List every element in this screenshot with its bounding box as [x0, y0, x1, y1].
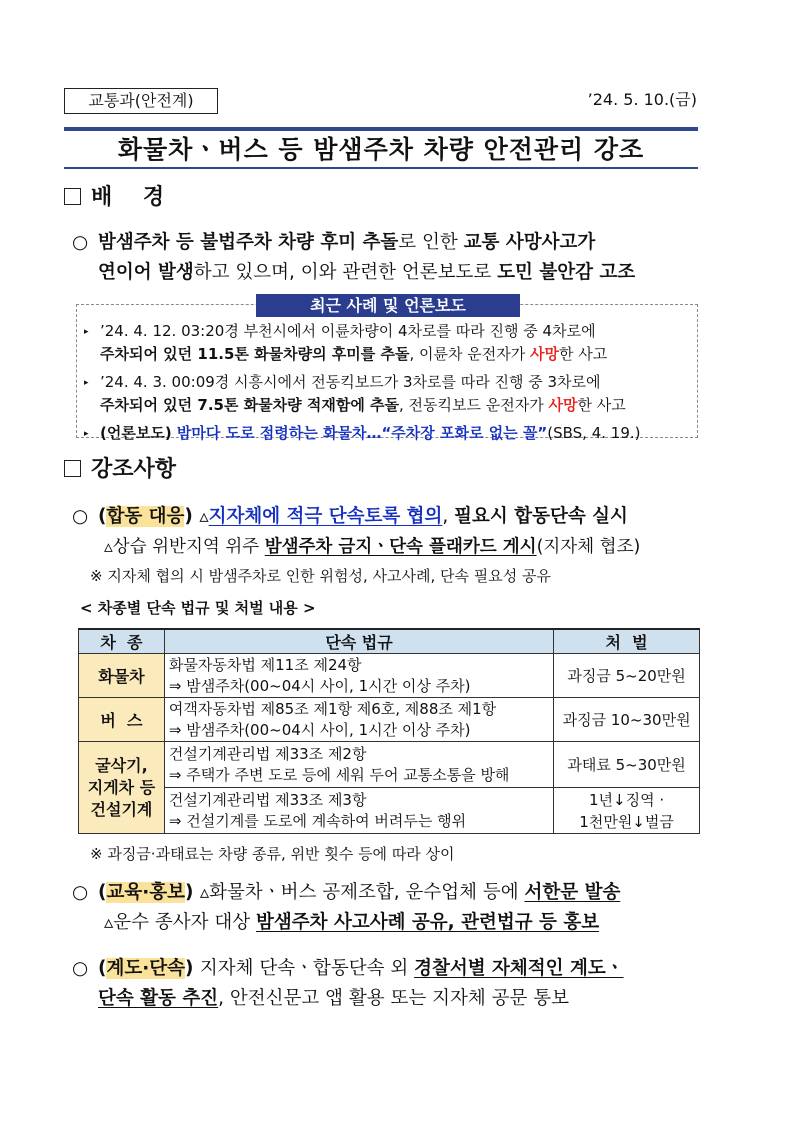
text-segment: , 전동킥보드 운전자가 — [399, 396, 549, 414]
emphasis-item1-note: ※ 지자체 협의 시 밤샘주차로 인한 위험성, 사고사례, 단속 필요성 공유 — [90, 567, 552, 585]
background-paragraph-line1 — [72, 228, 595, 258]
regulation-table — [78, 628, 700, 834]
text-segment: ( — [98, 506, 107, 527]
table-cell-penalty: 1년↓징역 · 1천만원↓벌금 — [554, 788, 700, 834]
triangle-bullet-icon: ▸ — [84, 378, 89, 388]
text-segment: 하고 있으며, 이와 관련한 언론보도로 — [193, 262, 498, 283]
table-cell-penalty: 과징금 10~30만원 — [554, 698, 700, 742]
bullet-circle-icon: ○ — [72, 958, 89, 979]
news-item-2-line2 — [84, 394, 641, 416]
text-segment: 교통 사망사고가 — [463, 232, 596, 253]
table-row — [79, 654, 700, 698]
table-cell-law: 여객자동차법 제85조 제1항 제6호, 제88조 제1항 ⇒ 밤샘주차(00~04시 사이, 1시간 이상 주차) — [164, 698, 553, 742]
triangle-bullet-icon: ▸ — [84, 327, 89, 337]
checkbox-square-icon — [64, 188, 81, 205]
text-segment: ) — [184, 506, 200, 527]
text-segment: 로 인한 — [398, 232, 464, 253]
table-title: < 차종별 단속 법규 및 처벌 내용 > — [80, 599, 316, 617]
text-segment: (SBS, 4. 19.) — [547, 424, 641, 442]
text-segment: (지자체 협조) — [536, 537, 641, 557]
text-segment: 밤샘주차 금지ㆍ단속 플래카드 게시 — [264, 537, 537, 557]
text-segment: 필요시 합동단속 실시 — [454, 506, 628, 527]
emphasis-item1-line1 — [72, 502, 628, 532]
text-segment: 연이어 발생 — [98, 262, 194, 283]
table-cell-category: 굴삭기, 지게차 등 건설기계 — [79, 742, 165, 834]
text-segment: 지자체에 적극 단속토록 협의 — [208, 506, 443, 527]
title-rule-bottom — [64, 167, 698, 169]
news-list — [84, 320, 641, 445]
text-segment: 주차되어 있던 11.5톤 화물차량의 후미를 추돌 — [100, 345, 410, 363]
table-header-row — [79, 629, 700, 654]
text-segment: 밤마다 도로 점령하는 화물차…“주차장 포화로 없는 꼴” — [176, 424, 548, 442]
text-segment: 교육·홍보 — [106, 882, 185, 903]
table-header-category: 차 종 — [79, 629, 165, 654]
table-header-penalty: 처 벌 — [554, 629, 700, 654]
table-cell-category: 화물차 — [79, 654, 165, 698]
text-segment: ▵상습 위반지역 위주 — [104, 537, 265, 557]
text-segment: ▵화물차ㆍ버스 공제조합, 운수업체 등에 — [199, 882, 525, 903]
department-label: 교통과(안전계) — [64, 88, 218, 114]
text-segment: , 안전신문고 앱 활용 또는 지자체 공문 통보 — [218, 988, 569, 1009]
text-segment: 합동 대응 — [106, 506, 185, 527]
news-box-title: 최근 사례 및 언론보도 — [256, 294, 520, 317]
text-segment: 밤샘주차 사고사례 공유, 관련법규 등 홍보 — [256, 912, 600, 933]
text-segment: , 이륜차 운전자가 — [409, 345, 530, 363]
emphasis-item3-line2 — [98, 984, 569, 1014]
text-segment: 한 사고 — [577, 396, 626, 414]
page-title: 화물차ㆍ버스 등 밤샘주차 차량 안전관리 강조 — [117, 135, 645, 164]
emphasis-item2-line1 — [72, 878, 620, 908]
text-segment: (언론보도) — [100, 424, 177, 442]
bullet-circle-icon: ○ — [72, 882, 89, 903]
table-header-law: 단속 법규 — [164, 629, 553, 654]
table-row — [79, 788, 700, 834]
title-rule-top — [64, 127, 698, 131]
table-cell-category: 버 스 — [79, 698, 165, 742]
text-segment: ) — [184, 958, 200, 979]
emphasis-item1-line2 — [104, 532, 640, 562]
bullet-circle-icon: ○ — [72, 506, 89, 527]
text-segment: ’24. 4. 12. 03:20경 부천시에서 이륜차량이 4차로를 따라 진행 중 4차로에 — [100, 322, 596, 340]
section-emphasis-heading: 강조사항 — [64, 456, 176, 484]
text-segment: , — [442, 506, 455, 527]
text-segment: ’24. 4. 3. 00:09경 시흥시에서 전동킥보드가 3차로를 따라 진행 중 3차로에 — [100, 373, 601, 391]
text-segment: 밤샘주차 등 불법주차 차량 후미 추돌 — [98, 232, 399, 253]
text-segment: ) — [184, 882, 200, 903]
text-segment: ▵운수 종사자 대상 — [104, 912, 257, 933]
table-cell-penalty: 과징금 5~20만원 — [554, 654, 700, 698]
bullet-circle-icon: ○ — [72, 232, 89, 253]
text-segment: 경찰서별 자체적인 계도ㆍ — [414, 958, 624, 979]
table-note: ※ 과징금·과태료는 차량 종류, 위반 횟수 등에 따라 상이 — [90, 845, 455, 863]
text-segment: ( — [98, 958, 107, 979]
text-segment: 지자체 단속ㆍ합동단속 외 — [199, 958, 415, 979]
text-segment: 도민 불안감 고조 — [497, 262, 636, 283]
table-cell-law: 건설기계관리법 제33조 제2항 ⇒ 주택가 주변 도로 등에 세워 두어 교통소통을 방해 — [164, 742, 553, 788]
section-background-heading: 배 경 — [64, 184, 164, 212]
news-item-3-line1 — [84, 422, 641, 445]
text-segment: 단속 활동 추진 — [98, 988, 219, 1009]
table-cell-law: 건설기계관리법 제33조 제3항 ⇒ 건설기계를 도로에 계속하여 버려두는 행위 — [164, 788, 553, 834]
emphasis-item3-line1 — [72, 954, 624, 984]
text-segment: ( — [98, 882, 107, 903]
news-item-2-line1 — [84, 371, 641, 394]
triangle-bullet-icon: ▸ — [84, 429, 89, 439]
checkbox-square-icon — [64, 460, 81, 477]
background-paragraph-line2 — [98, 258, 635, 288]
news-item-1-line1 — [84, 320, 641, 343]
emphasis-item2-line2 — [104, 908, 599, 938]
table-row — [79, 698, 700, 742]
text-segment: ▵ — [199, 506, 209, 527]
text-segment: 한 사고 — [558, 345, 608, 363]
document-date: ’24. 5. 10.(금) — [587, 90, 697, 109]
table-cell-law: 화물자동차법 제11조 제24항 ⇒ 밤샘주차(00~04시 사이, 1시간 이상 주차) — [164, 654, 553, 698]
table-cell-penalty: 과태료 5~30만원 — [554, 742, 700, 788]
news-item-1-line2 — [84, 343, 641, 365]
table-row — [79, 742, 700, 788]
text-segment: 사망 — [529, 345, 559, 363]
text-segment: 주차되어 있던 7.5톤 화물차량 적재함에 추돌 — [100, 396, 400, 414]
text-segment: 서한문 발송 — [524, 882, 621, 903]
text-segment: 사망 — [548, 396, 578, 414]
text-segment: 계도·단속 — [106, 958, 185, 979]
